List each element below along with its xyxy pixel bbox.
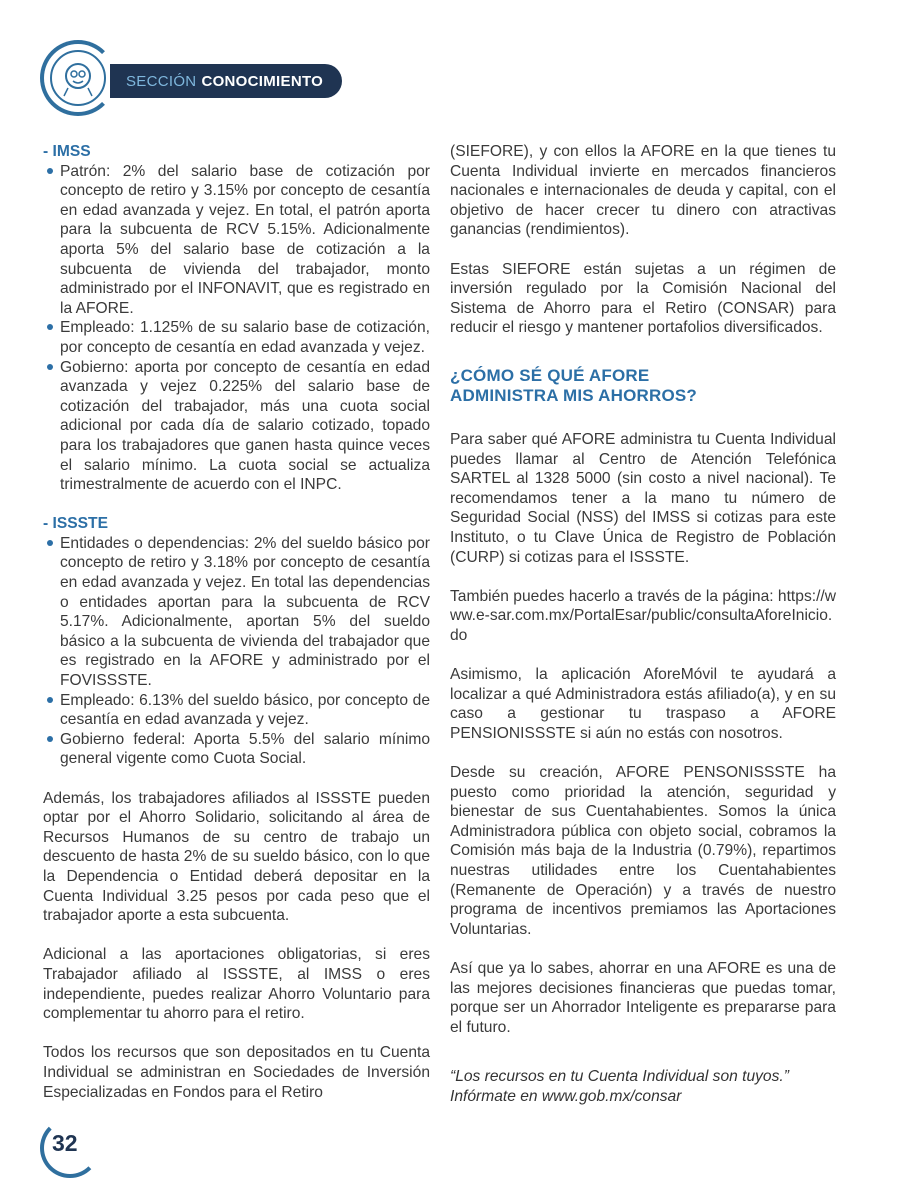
left-column [43, 142, 430, 1102]
right-column [450, 142, 836, 1107]
paragraph: Estas SIEFORE están sujetas a un régimen de inversión regulado por la Comisión Nacional del Sistema de Ahorro para el Retiro (CONSAR) para reducir el riesgo y mantener portafolios diversificados. [450, 260, 836, 337]
quote-line-2: Infórmate en www.gob.mx/consar [450, 1087, 682, 1105]
paragraph: Asimismo, la aplicación AforeMóvil te ayudará a localizar a qué Administradora estás afiliado(a), y en su caso a gestionar tu traspaso a AFORE PENSIONISSSTE si aún no estás con nosotros. [450, 666, 836, 742]
paragraph: Adicional a las aportaciones obligatorias, si eres Trabajador afiliado al ISSSTE, al IMSS o eres independiente, puedes realizar Ahorro Voluntario para complementar tu ahorro para el retiro. [43, 946, 430, 1023]
quote-line-1: “Los recursos en tu Cuenta Individual son tuyos.” [450, 1068, 789, 1086]
list-item: Patrón: 2% del salario base de cotización por concepto de retiro y 3.15% por concepto de cesantía en edad avanzada y vejez. En total, el patrón aporta para la subcuenta de RCV 5.15%. Adicionalmente aporta 5% del salario base de cotización a la subcuenta de vivienda del trabajador, monto administrado por el INFONAVIT, que es registrado en la AFORE. [43, 162, 430, 319]
list-item: Empleado: 6.13% del sueldo básico, por concepto de cesantía en edad avanzada y vejez. [43, 691, 430, 730]
question-heading [450, 366, 836, 406]
list-item: Gobierno federal: Aporta 5.5% del salario mínimo general vigente como Cuota Social. [43, 730, 430, 769]
question-line-2: ADMINISTRA MIS AHORROS? [450, 385, 697, 405]
paragraph: Además, los trabajadores afiliados al ISSSTE pueden optar por el Ahorro Solidario, solicitando al área de Recursos Humanos de su centro de trabajo un descuento de hasta 2% de su sueldo básico, con lo que la Dependencia o Entidad deberá depositar en la Cuenta Individual 3.25 pesos por cada peso que el trabajador aporte a esta subcuenta. [43, 789, 430, 925]
paragraph: También puedes hacerlo a través de la página: https://www.e-sar.com.mx/PortalEsar/public/consultaAforeInicio.do [450, 587, 836, 644]
section-prefix: SECCIÓN [126, 72, 197, 90]
imss-list [43, 162, 430, 495]
imss-heading: - IMSS [43, 143, 91, 160]
section-title-bar [110, 64, 342, 98]
section-name: CONOCIMIENTO [201, 72, 324, 90]
list-item: Entidades o dependencias: 2% del sueldo básico por concepto de retiro y 3.18% por concepto de cesantía en edad avanzada y vejez. En total las dependencias o entidades aportan para la subcuenta de RCV 5.17%. Adicionalmente, aportan 5% del sueldo básico a la subcuenta de vivienda del trabajador que es registrado en la AFORE y administrado por el FOVISSSTE. [43, 534, 430, 691]
paragraph: Así que ya lo sabes, ahorrar en una AFORE es una de las mejores decisiones financieras que puedas tomar, porque ser un Ahorrador Inteligente es prepararse para el futuro. [450, 959, 836, 1036]
mascot-logo-icon [50, 50, 106, 106]
paragraph: Para saber qué AFORE administra tu Cuenta Individual puedes llamar al Centro de Atención Telefónica SARTEL al 1328 5000 (sin costo a nivel nacional). Te recomendamos tener a la mano tu número de Seguridad Social (NSS) del IMSS si cotizas para este Instituto, o tu Clave Única de Registro de Población (CURP) si cotizas para el ISSSTE. [450, 430, 836, 566]
paragraph: Todos los recursos que son depositados en tu Cuenta Individual se administran en Sociedades de Inversión Especializadas en Fondos para el Retiro [43, 1044, 430, 1101]
list-item: Gobierno: aporta por concepto de cesantía en edad avanzada y vejez 0.225% del salario base de cotización del trabajador, más una cuota social adicional por cada día de salario cotizado, topado para los trabajadores que ganen hasta quince veces el salario mínimo. La cuota social se actualiza trimestralmente de acuerdo con el INPC. [43, 358, 430, 495]
paragraph: Desde su creación, AFORE PENSONISSSTE ha puesto como prioridad la atención, seguridad y bienestar de sus Cuentahabientes. Somos la única Administradora pública con objeto social, cobramos la Comisión más baja de la Industria (0.79%), repartimos nuestras utilidades entre los Cuentahabientes (Remanente de Operación) y a través de nuestro programa de incentivos premiamos las Aportaciones Voluntarias. [450, 764, 836, 938]
page-number: 32 [52, 1130, 78, 1156]
question-line-1: ¿CÓMO SÉ QUÉ AFORE [450, 365, 650, 385]
paragraph: (SIEFORE), y con ellos la AFORE en la que tienes tu Cuenta Individual invierte en mercados financieros nacionales e internacionales de deuda y capital, con el objetivo de hacer crecer tu dinero con atractivas ganancias (rendimientos). [450, 143, 836, 239]
issste-heading: - ISSSTE [43, 515, 108, 533]
section-header [40, 40, 350, 120]
issste-list [43, 534, 430, 769]
list-item: Empleado: 1.125% de su salario base de cotización, por concepto de cesantía en edad avanzada y vejez. [43, 318, 430, 357]
closing-quote [450, 1067, 836, 1106]
